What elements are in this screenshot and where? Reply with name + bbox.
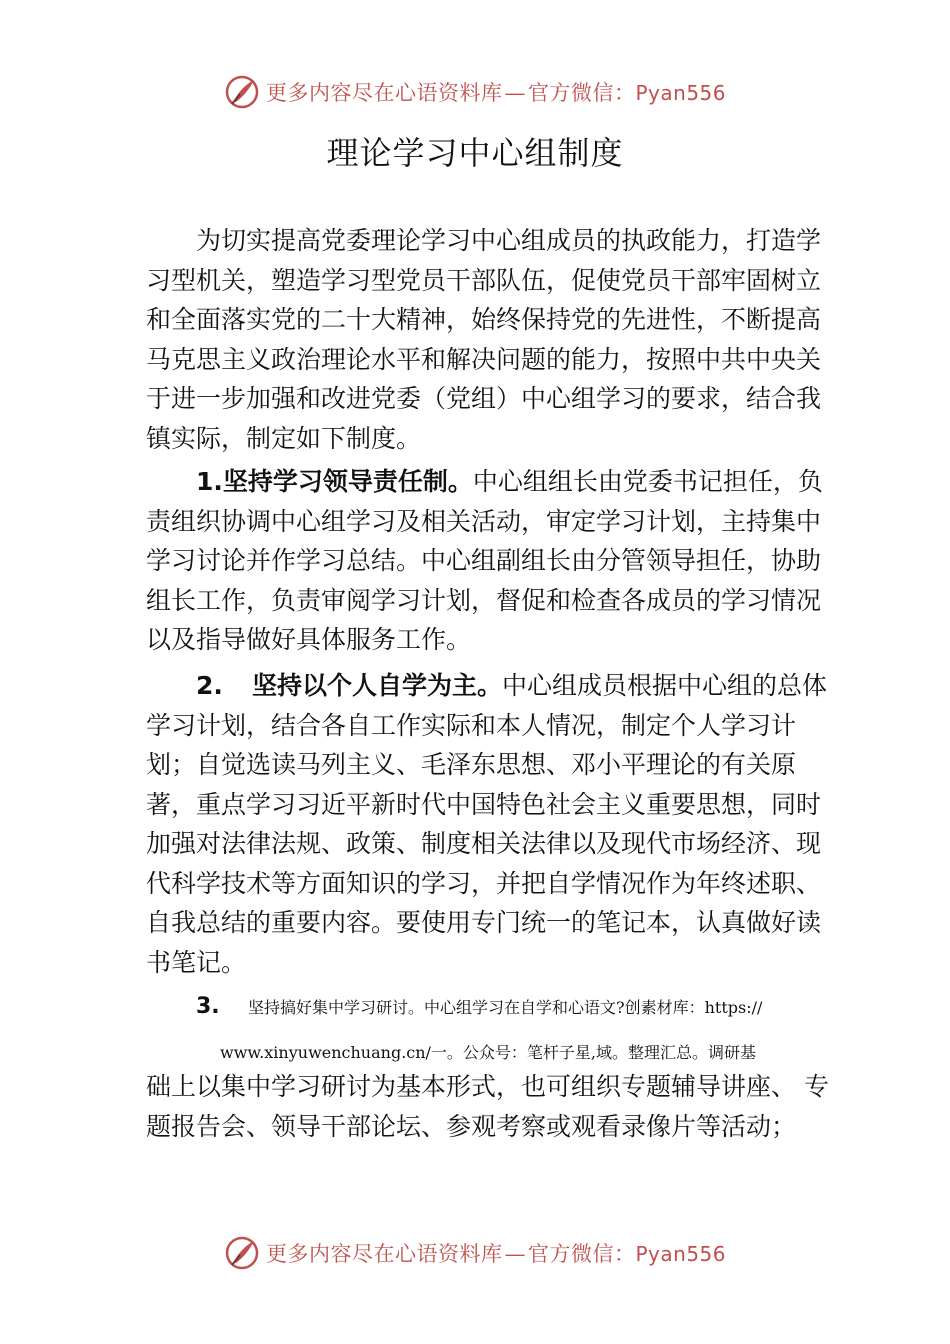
- section-1-paragraph: 1.坚持学习领导责任制。中心组组长由党委书记担任，负责组织协调中心组学习及相关活动，审定学习计划，主持集中学习讨论并作学习总结。中心组副组长由分管领导担任，协助组长工作，负责审阅学习计划，督促和检查各成员的学习情况以及指导做好具体服务工作。: [146, 467, 823, 654]
- banner-text: 更多内容尽在心语资料库—官方微信：Pyan556: [265, 81, 726, 105]
- banner-text: 更多内容尽在心语资料库—官方微信：Pyan556: [265, 1242, 726, 1266]
- intro-paragraph: 为切实提高党委理论学习中心组成员的执政能力，打造学习型机关，塑造学习型党员干部队伍，促使党员干部牢固树立和全面落实党的二十大精神，始终保持党的先进性，不断提高马克思主义政治理论水平和解决问题的能力，按照中共中央关于进一步加强和改进党委（党组）中心组学习的要求，结合我镇实际，制定如下制度。: [146, 226, 822, 453]
- section-2-paragraph: 2. 坚持以个人自学为主。中心组成员根据中心组的总体学习计划，结合各自工作实际和本人情况，制定个人学习计划；自觉选读马列主义、毛泽东思想、邓小平理论的有关原著，重点学习习近平新时代中国特色社会主义重要思想，同时加强对法律法规、政策、制度相关法律以及现代市场经济、现代科学技术等方面知识的学习，并把自学情况作为年终述职、自我总结的重要内容。要使用专门统一的笔记本，认真做好读书笔记。: [146, 666, 836, 982]
- section-2-heading: 坚持以个人自学为主。: [252, 671, 503, 700]
- section-3-line-2: www.xinyuwenchuang.cn/一。公众号：笔杆子星,域。整理汇总。调研基: [220, 1043, 757, 1062]
- section-3-line-1: 3. 坚持搞好集中学习研讨。中心组学习在自学和心语文?创素材库：https://: [196, 994, 763, 1019]
- page-title: 理论学习中心组制度: [326, 134, 624, 172]
- section-1-heading: 1.坚持学习领导责任制。: [196, 467, 473, 496]
- footer-banner: [0, 1233, 950, 1273]
- section-3-number: 3.: [196, 994, 220, 1019]
- section-3-paragraph: 础上以集中学习研讨为基本形式，也可组织专题辅导讲座、 专题报告会、领导干部论坛、参观考察或观看录像片等活动；: [146, 1072, 829, 1141]
- feather-logo-icon: [224, 1235, 260, 1271]
- header-banner: [0, 72, 950, 112]
- section-2-number: 2.: [196, 671, 223, 700]
- feather-logo-icon: [224, 74, 260, 110]
